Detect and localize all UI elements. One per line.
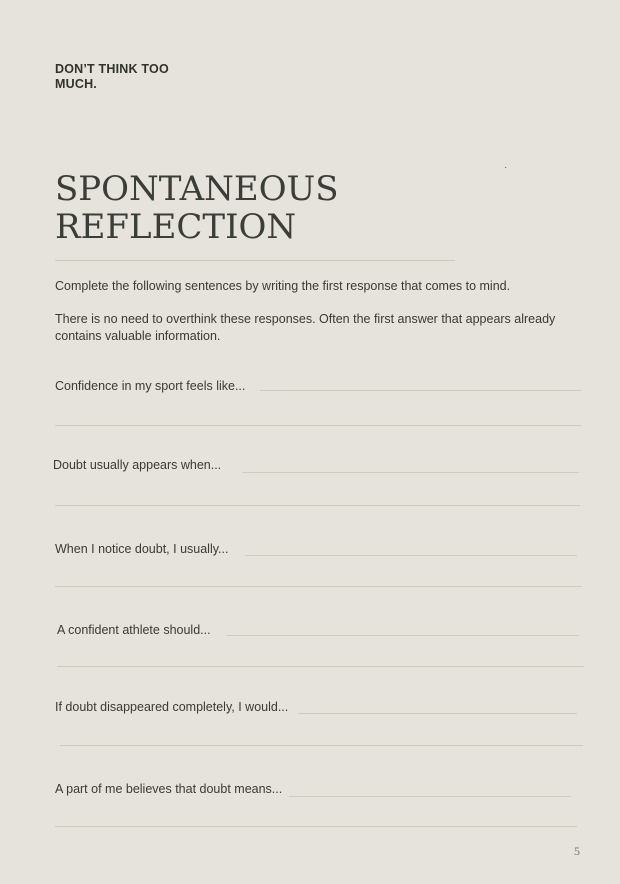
prompt-2-answer-line-2[interactable] xyxy=(55,505,580,506)
prompt-2-answer-line-1[interactable] xyxy=(242,472,579,473)
prompt-1-label: Confidence in my sport feels like... xyxy=(55,379,246,393)
eyebrow-heading: DON’T THINK TOO MUCH. xyxy=(55,62,169,91)
decorative-dot: · xyxy=(504,162,508,173)
prompt-4-answer-line-1[interactable] xyxy=(226,635,579,636)
prompt-2-label: Doubt usually appears when... xyxy=(53,458,222,472)
prompt-6-answer-line-2[interactable] xyxy=(55,826,577,827)
page-title: SPONTANEOUS REFLECTION xyxy=(55,169,339,247)
prompt-4-answer-line-2[interactable] xyxy=(57,666,584,667)
prompt-3-answer-line-2[interactable] xyxy=(55,586,582,587)
prompt-4-label: A confident athlete should... xyxy=(57,623,211,637)
intro-paragraph-2: There is no need to overthink these responses. Often the first answer that appears already contains valuable information. xyxy=(55,312,556,343)
prompt-1-answer-line-1[interactable] xyxy=(260,390,581,391)
prompt-3-answer-line-1[interactable] xyxy=(245,555,577,556)
prompt-1-answer-line-2[interactable] xyxy=(55,425,581,426)
prompt-5-answer-line-1[interactable] xyxy=(298,713,577,714)
prompt-6-answer-line-1[interactable] xyxy=(289,796,571,797)
prompt-5-label: If doubt disappeared completely, I would... xyxy=(55,700,289,714)
title-divider xyxy=(55,260,455,261)
prompt-6-label: A part of me believes that doubt means... xyxy=(55,782,283,796)
page-number: 5 xyxy=(574,844,580,858)
prompt-5-answer-line-2[interactable] xyxy=(60,745,583,746)
intro-paragraph-1: Complete the following sentences by writing the first response that comes to mind. xyxy=(55,279,511,293)
prompt-3-label: When I notice doubt, I usually... xyxy=(55,542,229,556)
